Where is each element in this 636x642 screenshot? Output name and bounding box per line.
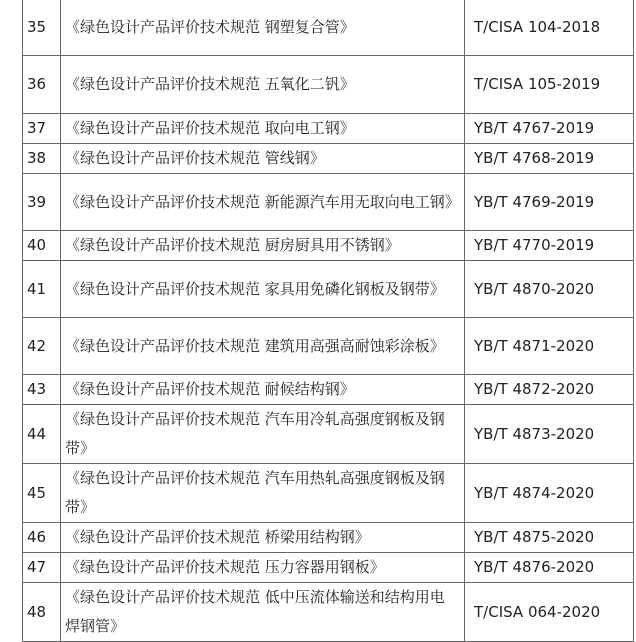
row-number: 41	[23, 261, 61, 318]
row-number: 39	[23, 174, 61, 231]
standard-name: 《绿色设计产品评价技术规范 管线钢》	[61, 144, 465, 174]
standard-code: YB/T 4872-2020	[465, 375, 634, 405]
standard-code: YB/T 4874-2020	[465, 464, 634, 523]
table-row	[23, 583, 634, 642]
standard-name: 《绿色设计产品评价技术规范 厨房厨具用不锈钢》	[61, 231, 465, 261]
standard-name: 《绿色设计产品评价技术规范 建筑用高强高耐蚀彩涂板》	[61, 318, 465, 375]
standard-code: YB/T 4767-2019	[465, 114, 634, 144]
row-number: 43	[23, 375, 61, 405]
row-number: 47	[23, 553, 61, 583]
table-row	[23, 553, 634, 583]
standard-code: T/CISA 105-2019	[465, 56, 634, 114]
standard-name: 《绿色设计产品评价技术规范 耐候结构钢》	[61, 375, 465, 405]
standard-name: 《绿色设计产品评价技术规范 钢塑复合管》	[61, 0, 465, 56]
standard-name: 《绿色设计产品评价技术规范 汽车用冷轧高强度钢板及钢带》	[61, 405, 465, 464]
table-row	[23, 0, 634, 56]
table-row	[23, 405, 634, 464]
row-number: 36	[23, 56, 61, 114]
standard-name: 《绿色设计产品评价技术规范 压力容器用钢板》	[61, 553, 465, 583]
standard-name: 《绿色设计产品评价技术规范 低中压流体输送和结构用电焊钢管》	[61, 583, 465, 642]
table-row	[23, 464, 634, 523]
table-row	[23, 114, 634, 144]
row-number: 38	[23, 144, 61, 174]
standard-name: 《绿色设计产品评价技术规范 桥梁用结构钢》	[61, 523, 465, 553]
standard-name: 《绿色设计产品评价技术规范 取向电工钢》	[61, 114, 465, 144]
standard-code: YB/T 4870-2020	[465, 261, 634, 318]
row-number: 35	[23, 0, 61, 56]
standard-code: T/CISA 064-2020	[465, 583, 634, 642]
standard-name: 《绿色设计产品评价技术规范 汽车用热轧高强度钢板及钢带》	[61, 464, 465, 523]
standard-code: YB/T 4768-2019	[465, 144, 634, 174]
table-row	[23, 144, 634, 174]
row-number: 45	[23, 464, 61, 523]
standard-code: YB/T 4769-2019	[465, 174, 634, 231]
table-row	[23, 318, 634, 375]
row-number: 40	[23, 231, 61, 261]
standard-name: 《绿色设计产品评价技术规范 家具用免磷化钢板及钢带》	[61, 261, 465, 318]
standard-code: YB/T 4873-2020	[465, 405, 634, 464]
standards-table	[22, 0, 634, 642]
standard-code: T/CISA 104-2018	[465, 0, 634, 56]
standard-code: YB/T 4875-2020	[465, 523, 634, 553]
table-row	[23, 231, 634, 261]
row-number: 48	[23, 583, 61, 642]
table-row	[23, 375, 634, 405]
standard-name: 《绿色设计产品评价技术规范 新能源汽车用无取向电工钢》	[61, 174, 465, 231]
row-number: 44	[23, 405, 61, 464]
table-row	[23, 174, 634, 231]
standard-code: YB/T 4871-2020	[465, 318, 634, 375]
row-number: 42	[23, 318, 61, 375]
table-row	[23, 523, 634, 553]
standard-code: YB/T 4770-2019	[465, 231, 634, 261]
table-row	[23, 261, 634, 318]
row-number: 37	[23, 114, 61, 144]
standard-code: YB/T 4876-2020	[465, 553, 634, 583]
standard-name: 《绿色设计产品评价技术规范 五氧化二钒》	[61, 56, 465, 114]
table-row	[23, 56, 634, 114]
row-number: 46	[23, 523, 61, 553]
